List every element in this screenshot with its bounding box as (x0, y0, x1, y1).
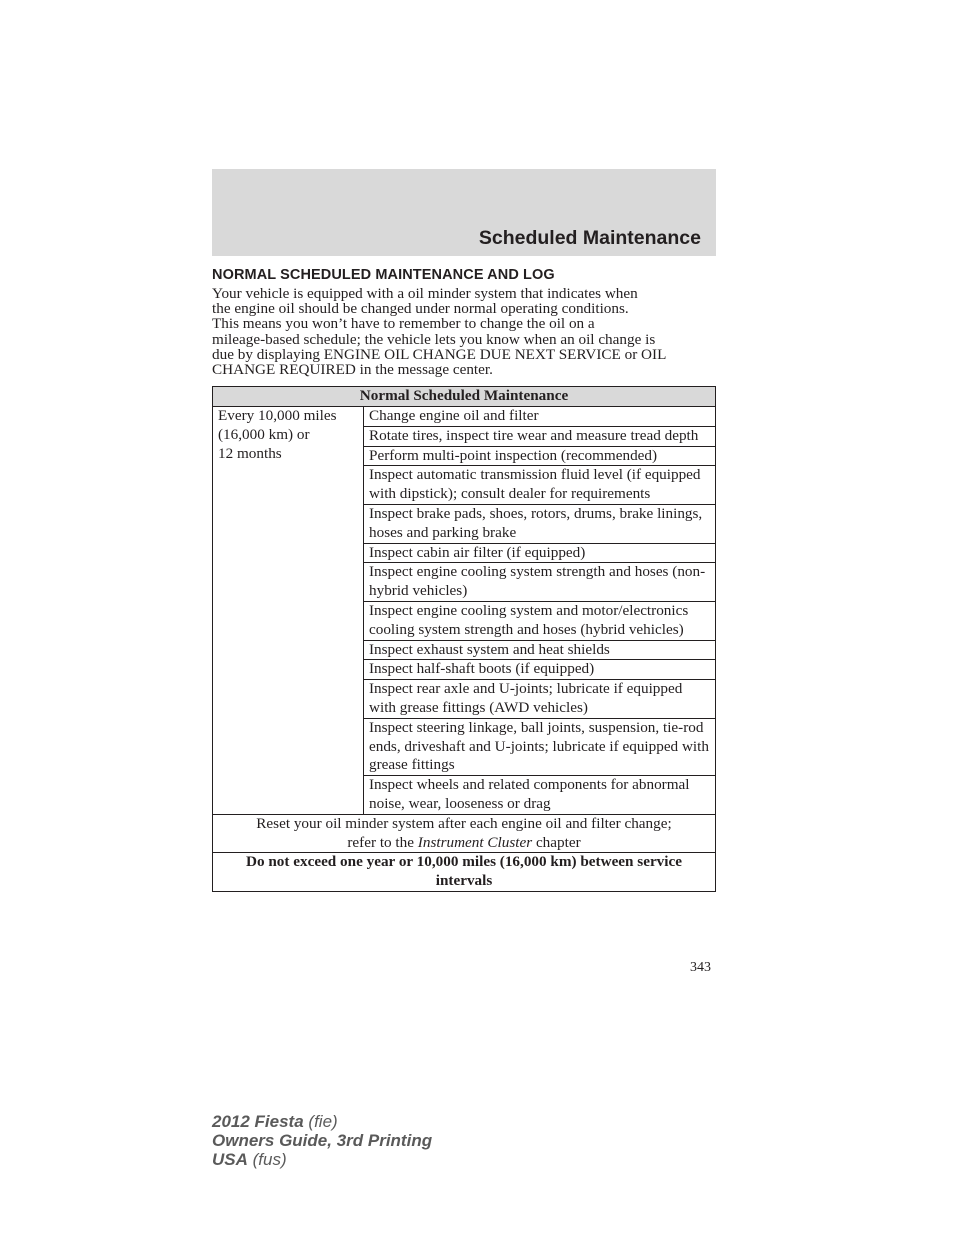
task-cell: Inspect exhaust system and heat shields (364, 640, 716, 660)
table-title: Normal Scheduled Maintenance (213, 387, 716, 407)
footer-line (212, 1112, 432, 1131)
reset-note-row (213, 814, 716, 853)
warning-row (213, 853, 716, 892)
footer-model: 2012 Fiesta (212, 1112, 304, 1131)
footer-guide: Owners Guide, 3rd Printing (212, 1131, 433, 1150)
footer-line (212, 1131, 432, 1150)
task-cell: Inspect engine cooling system and motor/electronics cooling system strength and hoses (hybrid vehicles) (364, 601, 716, 640)
footer-market-code: (fus) (247, 1150, 287, 1169)
interval-line: (16,000 km) or (218, 425, 310, 443)
task-cell: Inspect wheels and related components for abnormal noise, wear, looseness or drag (364, 776, 716, 815)
task-cell: Inspect cabin air filter (if equipped) (364, 543, 716, 563)
task-cell: Inspect engine cooling system strength and hoses (non-hybrid vehicles) (364, 563, 716, 602)
page-number: 343 (690, 960, 711, 975)
intro-line: This means you won’t have to remember to change the oil on a (212, 315, 595, 333)
intro-paragraph (212, 286, 716, 377)
footer-imprint (212, 1112, 432, 1169)
intro-line: the engine oil should be changed under normal operating conditions. (212, 300, 629, 318)
maintenance-table (212, 386, 716, 892)
interval-cell (213, 407, 364, 815)
task-cell: Perform multi-point inspection (recommended) (364, 446, 716, 466)
task-cell: Inspect half-shaft boots (if equipped) (364, 660, 716, 680)
reset-note-line1: Reset your oil minder system after each engine oil and filter change; (256, 814, 672, 832)
chapter-title: Scheduled Maintenance (478, 227, 701, 249)
task-cell: Change engine oil and filter (364, 407, 716, 427)
chapter-header-band (212, 169, 716, 256)
warning-cell: Do not exceed one year or 10,000 miles (16,000 km) between service intervals (213, 853, 716, 892)
intro-line: due by displaying ENGINE OIL CHANGE DUE NEXT SERVICE or OIL (212, 345, 667, 363)
footer-market: USA (212, 1150, 248, 1169)
instrument-cluster-reference: Instrument Cluster (417, 833, 533, 851)
task-cell: Inspect automatic transmission fluid level (if equipped with dipstick); consult dealer for requirements (364, 466, 716, 505)
intro-line: CHANGE REQUIRED in the message center. (212, 361, 493, 379)
table-header-row (213, 387, 716, 407)
reset-note-post: chapter (532, 833, 581, 851)
task-cell: Rotate tires, inspect tire wear and measure tread depth (364, 426, 716, 446)
section-heading: NORMAL SCHEDULED MAINTENANCE AND LOG (212, 267, 555, 283)
table-row (213, 407, 716, 427)
footer-model-code: (fie) (303, 1112, 338, 1131)
interval-line: 12 months (218, 444, 282, 462)
interval-line: Every 10,000 miles (218, 407, 337, 424)
intro-line: mileage-based schedule; the vehicle lets you know when an oil change is (212, 330, 656, 348)
footer-line (212, 1150, 432, 1169)
reset-note-pre: refer to the (347, 833, 418, 851)
reset-note-cell (213, 814, 716, 853)
task-cell: Inspect brake pads, shoes, rotors, drums, brake linings, hoses and parking brake (364, 504, 716, 543)
task-cell: Inspect rear axle and U-joints; lubricate if equipped with grease fittings (AWD vehicles) (364, 680, 716, 719)
task-cell: Inspect steering linkage, ball joints, suspension, tie-rod ends, driveshaft and U-joints; lubricate if equipped with grease fittings (364, 718, 716, 775)
intro-line: Your vehicle is equipped with a oil minder system that indicates when (212, 285, 638, 302)
